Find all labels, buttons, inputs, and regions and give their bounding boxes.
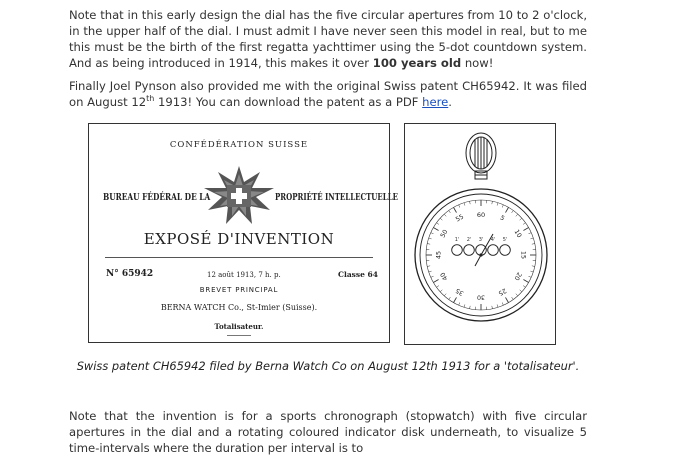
stopwatch-drawing-image bbox=[404, 123, 556, 345]
dial-tick bbox=[502, 303, 503, 306]
brevet-principal: BREVET PRINCIPAL bbox=[89, 282, 389, 298]
dial-tick bbox=[427, 244, 430, 245]
dial-tick bbox=[444, 294, 446, 296]
dial-tick bbox=[520, 218, 522, 220]
stopwatch-drawing bbox=[405, 124, 557, 346]
aperture-circle bbox=[452, 245, 463, 256]
propriete-label: PROPRIÉTÉ INTELLECTUELLE bbox=[275, 190, 398, 206]
dial-tick bbox=[454, 207, 457, 212]
dial-tick bbox=[429, 271, 432, 272]
dial-tick bbox=[464, 203, 465, 206]
dial-number-60: 60 bbox=[477, 211, 485, 219]
dial-tick bbox=[523, 223, 525, 225]
dial-tick bbox=[459, 205, 460, 208]
dial-tick bbox=[530, 238, 533, 239]
dial-number: 10 bbox=[513, 229, 523, 239]
patent-classe: Classe 64 bbox=[338, 267, 378, 283]
paragraph-early-design bbox=[69, 7, 587, 71]
dial-number: 45 bbox=[435, 251, 442, 259]
bureau-federal-label: BUREAU FÉDÉRAL DE LA bbox=[103, 190, 210, 206]
dial-tick bbox=[529, 276, 532, 277]
divider bbox=[227, 335, 251, 336]
aperture-label: 3' bbox=[479, 237, 484, 243]
dial-tick bbox=[440, 290, 442, 292]
figure-caption: Swiss patent CH65942 filed by Berna Watch Co on August 12th 1913 for a 'totalisateur'. bbox=[69, 358, 587, 374]
hand-pivot bbox=[479, 253, 482, 256]
dial-tick bbox=[516, 214, 518, 216]
dial-tick bbox=[520, 290, 522, 292]
dial-tick bbox=[437, 286, 439, 288]
dial-tick bbox=[464, 304, 465, 307]
aperture-labels bbox=[455, 237, 508, 243]
dial-tick bbox=[532, 266, 535, 267]
expose-title: EXPOSÉ D'INVENTION bbox=[89, 231, 389, 247]
dial-tick bbox=[502, 205, 503, 208]
dial-number: 30 bbox=[477, 294, 485, 301]
paragraph-end: now! bbox=[461, 56, 493, 70]
patent-pdf-link[interactable]: here bbox=[422, 95, 448, 109]
patent-document-image bbox=[88, 123, 390, 343]
dial-tick bbox=[470, 306, 471, 309]
swiss-cross-emblem-icon bbox=[200, 164, 278, 226]
dial-tick bbox=[523, 280, 528, 283]
paragraph-text-b: 1913! You can download the patent as a PDF bbox=[154, 95, 422, 109]
dial-tick bbox=[506, 207, 509, 212]
dial-tick bbox=[429, 238, 432, 239]
dial-number: 55 bbox=[455, 213, 465, 223]
paragraph-text-a: Finally Joel Pynson also provided me with the original Swiss patent CH65942. It was filed on August 12 bbox=[69, 79, 587, 109]
dial-tick bbox=[459, 303, 460, 306]
dial-tick bbox=[529, 233, 532, 234]
dial-tick bbox=[427, 266, 430, 267]
dial-tick bbox=[512, 211, 514, 213]
dial-number: 5 bbox=[499, 214, 506, 222]
dial-tick bbox=[431, 233, 434, 234]
dial-tick bbox=[433, 228, 438, 231]
dial-number: 50 bbox=[439, 229, 449, 239]
dial-tick bbox=[444, 214, 446, 216]
dial-tick bbox=[523, 228, 528, 231]
aperture-label: 5' bbox=[503, 237, 508, 243]
dial-number: 35 bbox=[455, 287, 465, 297]
applicant-name: BERNA WATCH Co., St-Imier (Suisse). bbox=[89, 300, 389, 316]
dial-tick bbox=[497, 304, 498, 307]
dial-tick bbox=[530, 271, 533, 272]
aperture-circle bbox=[464, 245, 475, 256]
paragraph-end: . bbox=[448, 95, 452, 109]
dial-tick bbox=[470, 201, 471, 204]
dial-tick bbox=[437, 223, 439, 225]
dial-tick bbox=[516, 294, 518, 296]
bold-100-years: 100 years old bbox=[373, 56, 461, 70]
dial-tick bbox=[506, 297, 509, 302]
dial-tick bbox=[497, 203, 498, 206]
aperture-label: 2' bbox=[467, 237, 472, 243]
dial-tick bbox=[492, 201, 493, 204]
aperture-circle bbox=[500, 245, 511, 256]
aperture-label: 4' bbox=[491, 237, 496, 243]
hand-tail bbox=[475, 255, 481, 266]
dial-tick bbox=[449, 297, 451, 299]
dial-tick bbox=[512, 297, 514, 299]
dial-tick bbox=[523, 286, 525, 288]
invention-name: Totalisateur. bbox=[89, 319, 389, 335]
patent-number: N° 65942 bbox=[106, 266, 153, 282]
dial-number: 20 bbox=[513, 271, 523, 281]
dial-tick bbox=[431, 276, 434, 277]
dial-numbers bbox=[435, 213, 526, 300]
dial-tick bbox=[532, 244, 535, 245]
paragraph-text: Note that in this early design the dial has the five circular apertures from 10 to 2 o'clock, in the upper half of the dial. I must admit I have never seen this model in real, but to me this must be the birth of the first regatta yachttimer using the 5-dot countdown system. And as being introduced in 1914, this makes it over bbox=[69, 8, 587, 70]
dial-tick bbox=[454, 297, 457, 302]
superscript-th: th bbox=[146, 94, 154, 103]
divider bbox=[105, 257, 373, 258]
dial-tick bbox=[440, 218, 442, 220]
aperture-circle bbox=[488, 245, 499, 256]
dial-number: 25 bbox=[497, 287, 507, 297]
patent-date: 12 août 1913, 7 h. p. bbox=[207, 267, 281, 283]
crown-icon bbox=[466, 133, 496, 179]
aperture-label: 1' bbox=[455, 237, 460, 243]
paragraph-patent bbox=[69, 78, 587, 110]
dial-tick bbox=[433, 280, 438, 283]
dial-number: 15 bbox=[520, 251, 527, 259]
dial-number: 40 bbox=[439, 271, 449, 281]
dial-tick bbox=[492, 306, 493, 309]
confederation-header: CONFÉDÉRATION SUISSE bbox=[89, 137, 389, 153]
paragraph-invention bbox=[69, 408, 587, 456]
paragraph-text: Note that the invention is for a sports chronograph (stopwatch) with five circular apertures in the dial and a rotating coloured indicator disk underneath, to visualize 5 time-intervals where the duration per interval is to bbox=[69, 409, 587, 455]
dial-tick bbox=[449, 211, 451, 213]
